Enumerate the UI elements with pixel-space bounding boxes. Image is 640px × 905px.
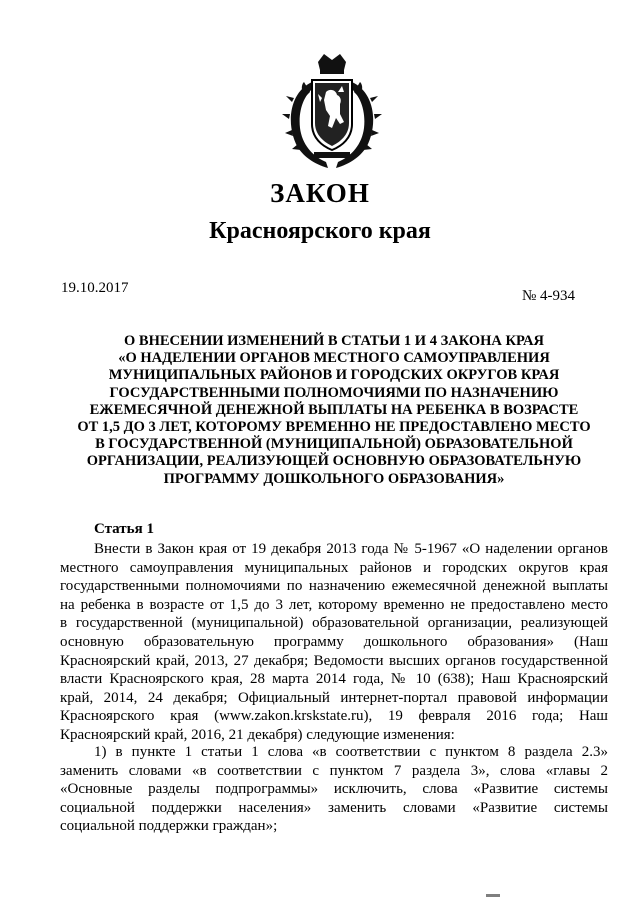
law-title-line: ОРГАНИЗАЦИИ, РЕАЛИЗУЮЩЕЙ ОСНОВНУЮ ОБРАЗОВАТЕЛЬНУЮ	[86, 453, 582, 470]
law-title-line: МУНИЦИПАЛЬНЫХ РАЙОНОВ И ГОРОДСКИХ ОКРУГОВ КРАЯ	[108, 367, 560, 384]
text-line: Красноярского края (www.zakon.krskstate.ru), 19 февраля 2016 года; Наш	[60, 708, 608, 725]
article-paragraph-1	[60, 540, 608, 745]
law-title-line: О ВНЕСЕНИИ ИЗМЕНЕНИЙ В СТАТЬИ 1 И 4 ЗАКОНА КРАЯ	[124, 333, 544, 349]
text-line: Красноярский край, 2016, 21 декабря) следующие изменения:	[60, 726, 455, 743]
article-heading: Статья 1	[94, 521, 154, 537]
text-line: основную образовательную программу дошкольного образования» (Наш	[60, 633, 608, 650]
page-subtitle: Красноярского края	[209, 218, 431, 244]
article-paragraph-2	[60, 743, 608, 836]
krasnoyarsk-coat-of-arms-icon	[282, 52, 382, 170]
law-title-line: ЕЖЕМЕСЯЧНОЙ ДЕНЕЖНОЙ ВЫПЛАТЫ НА РЕБЕНКА В ВОЗРАСТЕ	[89, 401, 579, 418]
text-line: Внести в Закон края от 19 декабря 2013 года № 5-1967 «О наделении органов	[94, 541, 608, 557]
scan-artifact	[486, 894, 500, 897]
text-line: заменить словами «в соответствии с пунктом 7 раздела 3», слова «главы 2	[60, 762, 608, 779]
text-line: «Основные разделы подпрограммы» исключить, слова «Развитие системы	[60, 781, 608, 798]
law-title-line: В ГОСУДАРСТВЕННОЙ (МУНИЦИПАЛЬНОЙ) ОБРАЗОВАТЕЛЬНОЙ	[95, 436, 573, 453]
text-line: в государственной (муниципальной) образовательной организации, реализующей	[60, 615, 608, 632]
text-line: Красноярский край, 2013, 27 декабря; Ведомости высших органов государственной	[60, 652, 608, 669]
text-line: социальной поддержки населения» заменить словами «Развитие системы	[60, 799, 608, 816]
page-title: ЗАКОН	[270, 178, 370, 208]
law-title-line: ГОСУДАРСТВЕННЫМИ ПОЛНОМОЧИЯМИ ПО НАЗНАЧЕНИЮ	[109, 384, 559, 401]
text-line: край, 2014, 24 декабря; Официальный интернет-портал правовой информации	[60, 689, 608, 706]
law-title-line: ПРОГРАММУ ДОШКОЛЬНОГО ОБРАЗОВАНИЯ»	[163, 470, 505, 487]
text-line: на ребенка в возрасте от 1,5 до 3 лет, которому временно не предоставлено место	[60, 596, 608, 613]
text-line: 1) в пункте 1 статьи 1 слова «в соответствии с пунктом 8 раздела 2.3»	[94, 744, 608, 760]
text-line: местного самоуправления муниципальных районов и городских округов края	[60, 559, 608, 576]
document-date: 19.10.2017	[61, 280, 129, 296]
law-title	[60, 333, 608, 488]
law-title-line: «О НАДЕЛЕНИИ ОРГАНОВ МЕСТНОГО САМОУПРАВЛЕНИЯ	[118, 350, 550, 367]
law-title-line: ОТ 1,5 ДО 3 ЛЕТ, КОТОРОМУ ВРЕМЕННО НЕ ПРЕДОСТАВЛЕНО МЕСТО	[77, 419, 591, 436]
document-number: № 4-934	[522, 288, 576, 304]
text-line: социальной поддержки граждан»;	[60, 818, 278, 835]
text-line: власти Красноярского края, 28 марта 2014 года, № 10 (638); Наш Красноярский	[60, 671, 608, 688]
text-line: государственными полномочиями по назначению ежемесячной денежной выплаты	[60, 578, 608, 595]
